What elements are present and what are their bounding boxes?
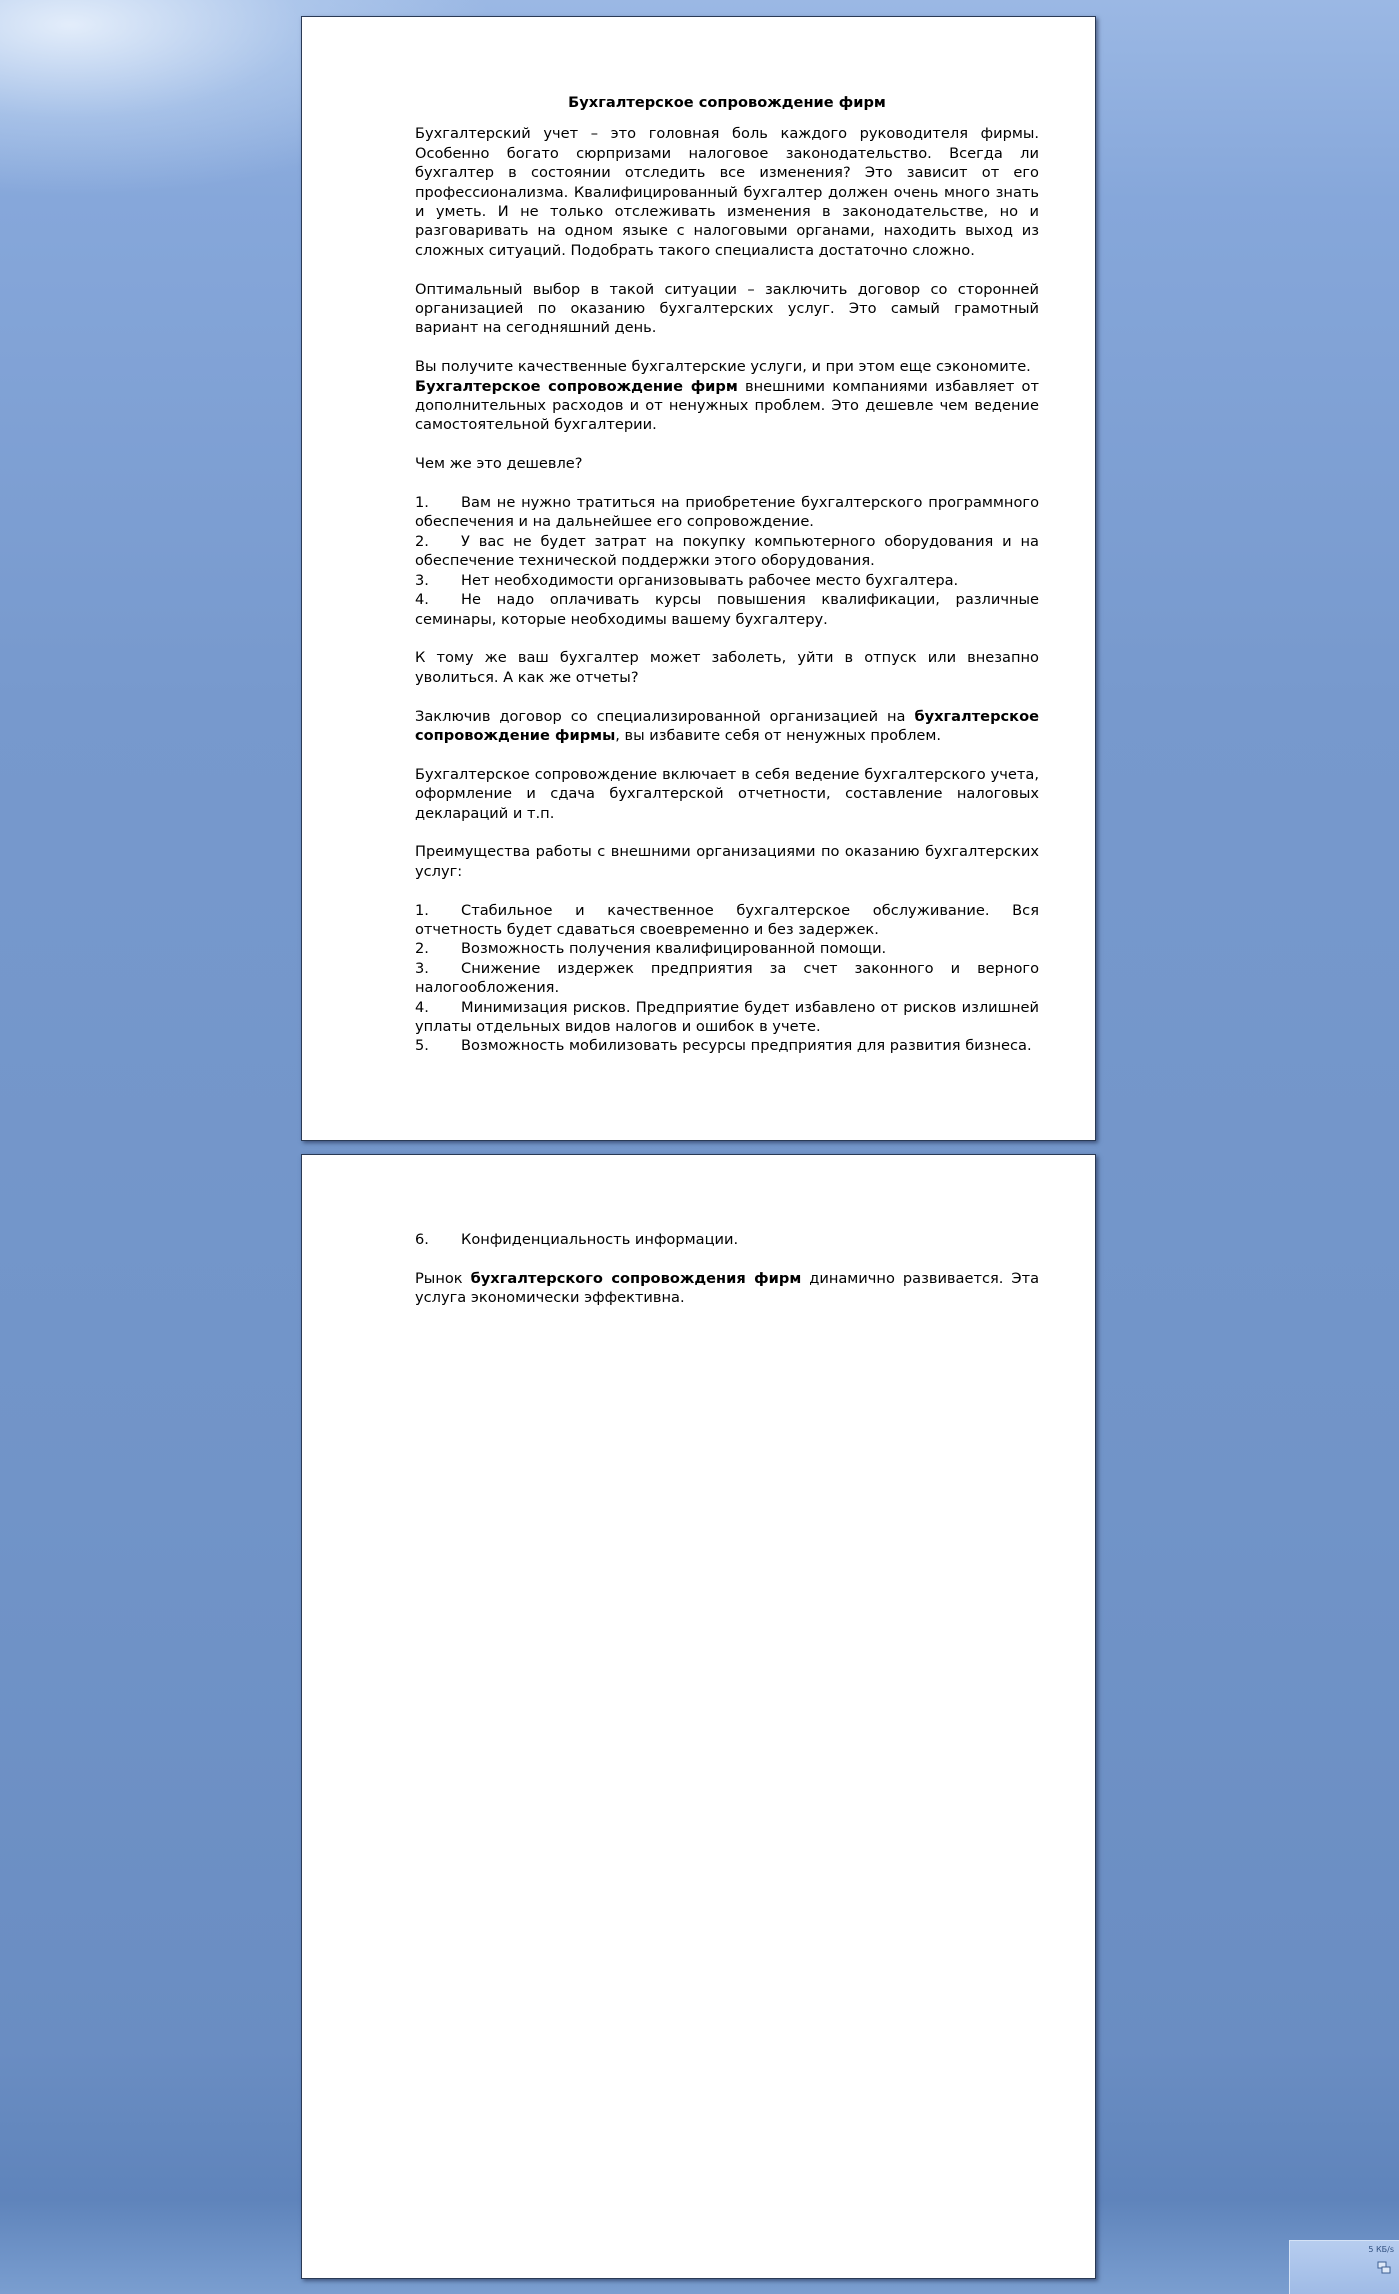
list-number: 3. — [415, 959, 429, 977]
transfer-rate-label: 5 КБ/s — [1368, 2245, 1394, 2254]
list-item — [415, 493, 1039, 532]
list-text: Стабильное и качественное бухгалтерское обслуживание. Вся отчетность будет сдаваться своевременно и без задержек. — [415, 901, 1039, 938]
list-text: Вам не нужно тратиться на приобретение бухгалтерского программного обеспечения и на дальнейшее его сопровождение. — [415, 494, 1039, 531]
list-text: Возможность мобилизовать ресурсы предприятия для развития бизнеса. — [461, 1037, 1032, 1055]
list-number: 1. — [415, 901, 429, 919]
bold-keyword: Бухгалтерское сопровождение фирм — [415, 377, 738, 395]
list-item — [415, 590, 1039, 629]
paragraph-intro: Бухгалтерский учет – это головная боль каждого руководителя фирмы. Особенно богато сюрпризами налоговое законодательство. Всегда ли бухгалтер в состоянии отследить все изменения? Это зависит от его профессионализма. Квалифицированный бухгалтер должен очень много знать и уметь. И не только отслеживать изменения в законодательстве, но и разговаривать на одном языке с налоговыми органами, находить выход из сложных ситуаций. Подобрать такого специалиста достаточно сложно. — [415, 125, 1039, 259]
list-text: Не надо оплачивать курсы повышения квалификации, различные семинары, которые необходимы вашему бухгалтеру. — [415, 591, 1039, 628]
paragraph-market — [415, 1269, 1039, 1308]
paragraph-contract-end: , вы избавите себя от ненужных проблем. — [615, 726, 942, 744]
paragraph-optimal-choice: Оптимальный выбор в такой ситуации – заключить договор со сторонней организацией по оказанию бухгалтерских услуг. Это самый грамотный вариант на сегодняшний день. — [415, 280, 1039, 337]
page-2-text[interactable] — [415, 1230, 1039, 1327]
list-item — [415, 1230, 1039, 1249]
cheaper-reasons-list — [415, 493, 1039, 629]
list-number: 2. — [415, 532, 429, 550]
list-number: 1. — [415, 494, 429, 512]
list-number: 4. — [415, 998, 429, 1016]
list-number: 5. — [415, 1037, 429, 1055]
list-number: 4. — [415, 591, 429, 609]
paragraph-savings — [415, 357, 1039, 435]
list-item — [415, 959, 1039, 998]
paragraph-contract-start: Заключив договор со специализированной организацией на — [415, 707, 915, 725]
list-item — [415, 1036, 1039, 1055]
advantages-list — [415, 901, 1039, 1056]
list-item — [415, 571, 1039, 590]
list-number: 6. — [415, 1231, 429, 1248]
paragraph-savings-line1: Вы получите качественные бухгалтерские услуги, и при этом еще сэкономите. — [415, 358, 1031, 376]
document-title: Бухгалтерское сопровождение фирм — [568, 94, 886, 111]
list-item — [415, 532, 1039, 571]
paragraph-illness: К тому же ваш бухгалтер может заболеть, уйти в отпуск или внезапно уволиться. А как же отчеты? — [415, 649, 1039, 686]
document-page-2[interactable] — [301, 1154, 1096, 2279]
network-icon — [1377, 2261, 1391, 2275]
list-text: Минимизация рисков. Предприятие будет избавлено от рисков излишней уплаты отдельных видов налогов и ошибок в учете. — [415, 998, 1039, 1035]
paragraph-advantages: Преимущества работы с внешними организациями по оказанию бухгалтерских услуг: — [415, 843, 1039, 880]
list-item — [415, 939, 1039, 958]
paragraph-market-end: динамично развивается. Эта услуга экономически эффективна. — [415, 1269, 1040, 1307]
list-text: Нет необходимости организовывать рабочее место бухгалтера. — [461, 571, 959, 589]
paragraph-contract — [415, 707, 1039, 746]
paragraph-savings-rest: внешними компаниями избавляет от дополнительных расходов и от ненужных проблем. Это дешевле чем ведение самостоятельной бухгалтерии. — [415, 377, 1039, 434]
list-number: 3. — [415, 571, 429, 589]
paragraph-savings-body — [415, 377, 1039, 435]
bold-keyword: бухгалтерское сопровождение фирмы — [415, 707, 1039, 744]
paragraph-question: Чем же это дешевле? — [415, 455, 583, 473]
list-item — [415, 998, 1039, 1037]
list-number: 2. — [415, 940, 429, 958]
list-item — [415, 901, 1039, 940]
list-text: Снижение издержек предприятия за счет законного и верного налогообложения. — [415, 959, 1039, 997]
advantages-list-continued — [415, 1230, 1039, 1249]
list-text: У вас не будет затрат на покупку компьютерного оборудования и на обеспечение технической поддержки этого оборудования. — [415, 532, 1039, 570]
paragraph-includes: Бухгалтерское сопровождение включает в себя ведение бухгалтерского учета, оформление и сдача бухгалтерской отчетности, составление налоговых деклараций и т.п. — [415, 765, 1039, 822]
list-text: Возможность получения квалифицированной помощи. — [461, 940, 887, 958]
bold-keyword: бухгалтерского сопровождения фирм — [470, 1269, 802, 1287]
list-text: Конфиденциальность информации. — [461, 1231, 739, 1248]
network-status-widget[interactable] — [1289, 2240, 1399, 2294]
paragraph-market-start: Рынок — [415, 1269, 471, 1287]
page-1-text[interactable] — [415, 93, 1039, 1075]
document-page-1[interactable] — [301, 16, 1096, 1141]
